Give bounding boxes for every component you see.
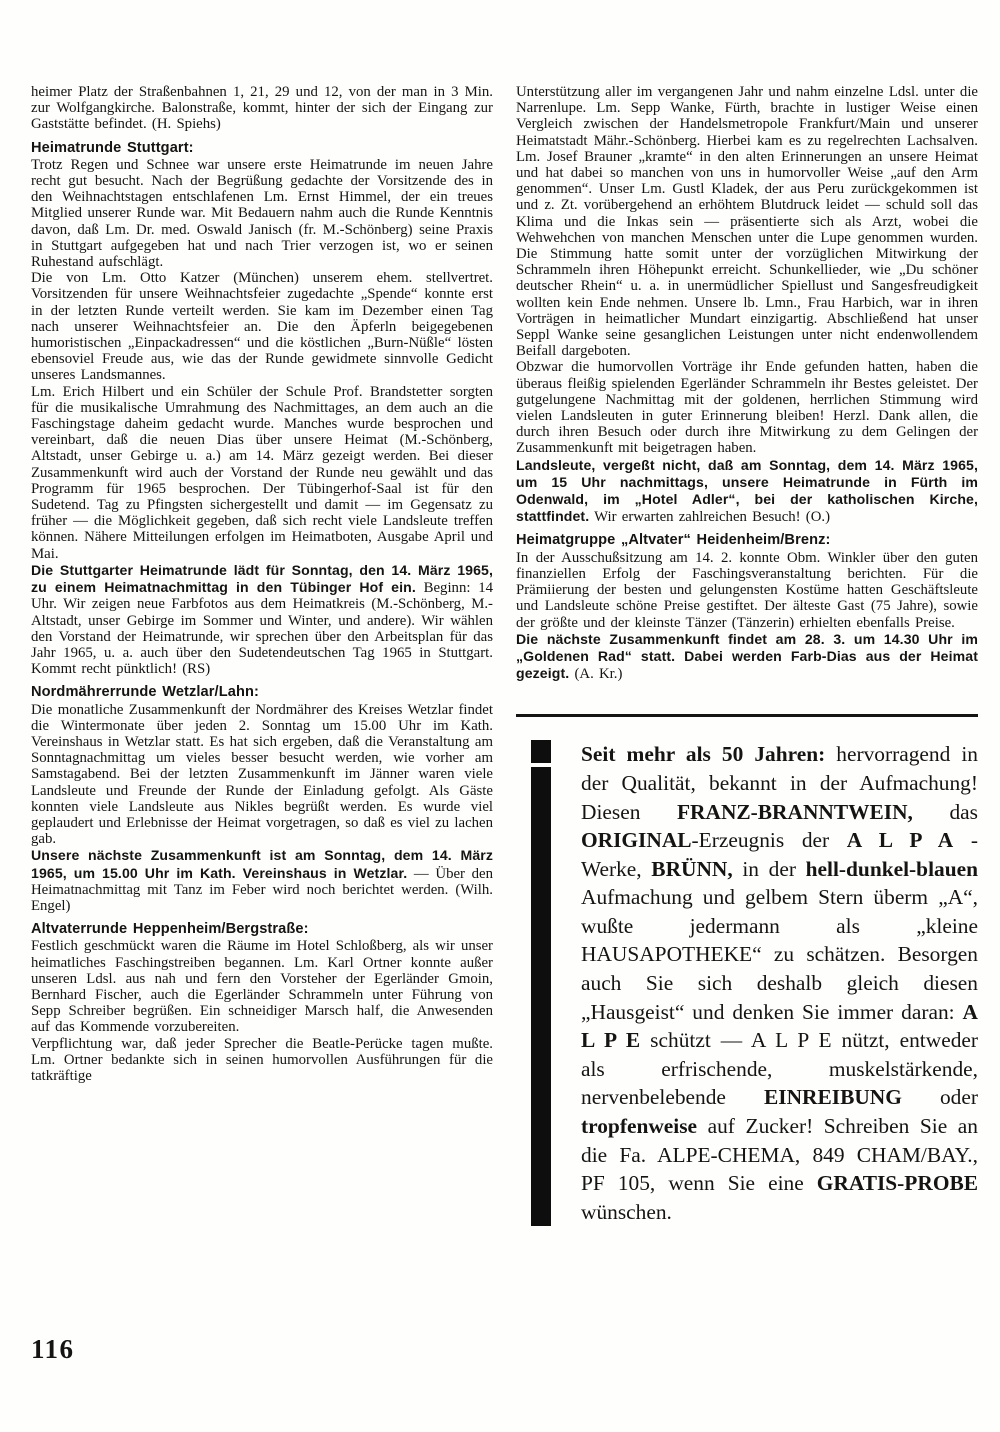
bold-text-run: tropfenweise <box>581 1114 698 1139</box>
ad-box <box>516 740 978 1226</box>
paragraph <box>516 457 978 526</box>
text-run: das <box>912 799 978 824</box>
text-run: oder <box>901 1085 978 1110</box>
text-run: schützt — A L P E nützt, entweder als erfrischende, muskelstärkende, nervenbelebende <box>581 1028 979 1110</box>
text-run: Trotz Regen und Schnee war unsere erste Heimatrunde im neuen Jahre recht gut besucht. Nach der Begrüßung gedachte der Vorsitzende des in den Weihnachtstagen entschlafenen Lm. Ernst Himmel, der ein treues Mitglied unserer Runde war. Mit Bedauern nahm auch die Runde Kenntnis davon, daß Lm. Dr. med. Oswald Janisch (fr. M.-Schönberg) seine Praxis in Stuttgart aufgegeben hat und nach Trier verzogen ist, wo er seinen Ruhestand aufschlägt. <box>31 156 493 271</box>
ad-accent-bar-segment <box>531 740 551 763</box>
paragraph <box>516 631 978 683</box>
paragraph <box>31 84 493 133</box>
bold-text-run: Die nächste Zusammenkunft findet am 28. 3. um 14.30 Uhr im „Goldenen Rad“ statt. Dabei werden Farb-Dias aus der Heimat gezeigt. <box>516 630 978 682</box>
bold-text-run: FRANZ-BRANNTWEIN, <box>676 799 913 824</box>
bold-text-run: Unsere nächste Zusammenkunft ist am Sonntag, dem 14. März 1965, um 15.00 Uhr im Kath. Vereinshaus in Wetzlar. <box>31 847 493 881</box>
left-column <box>31 84 493 1084</box>
section-heading: Heimatgruppe „Altvater“ Heidenheim/Brenz: <box>516 532 831 549</box>
bold-text-run: BRÜNN, <box>651 856 733 881</box>
ad-text <box>581 740 978 1226</box>
paragraph <box>31 270 493 383</box>
ad-accent-bar-segment <box>531 767 551 1226</box>
text-run: wünschen. <box>581 1199 672 1224</box>
text-run: Unterstützung aller im vergangenen Jahr und nahm einzelne Ldsl. unter die Narrenlupe. Lm. Sepp Wanke, Fürth, brachte in lustiger Weise einen Vergleich zwischen der Handelsmetropole Frankfurt/Main und unserer Heimatstadt Mähr.-Schönberg. Hierbei kam es zu regelrechten Lachsalven. Lm. Josef Brauner „kramte“ in den alten Erinnerungen an unsere Heimat und hat dabei so manchen von uns in humorvoller Weise „auf den Arm genommen“. Unser Lm. Gustl Kladek, der aus Peru zurückgekommen ist und z. Zt. vorübergehend an erhöhtem Blutdruck leidet — schuld soll das Klima und die Inkas sein — präsentierte sich als Arzt, wobei die Wehwehchen von manchen Menschen unter die Lupe genommen wurden. Die Stimmung hatte somit unter der vorzüglichen Mitwirkung der Schrammeln ihren Höhepunkt erreicht. Schunkellieder, wie „Du schöner deutscher Rhein“ u. a. in unermüdlicher Spiellust und Sangesfreudigkeit wollten kein Ende nehmen. Unsere lb. Lmn., Frau Harbich, war in ihren Vorträgen in heimatlicher Mundart einzigartig. Abschließend hat unser Seppl Wanke seine gesanglichen Leistungen unter nicht endenwollendem Beifall dargeboten. <box>516 84 978 360</box>
ad-accent-bar <box>531 740 551 1226</box>
text-run: hervorragend in der Qualität, bekannt in der Aufmachung! Diesen <box>581 742 978 824</box>
text-run: Obzwar die humorvollen Vorträge ihr Ende gefunden hatten, haben die überaus fleißig spielenden Egerländer Schrammeln ihr Bestes geleistet. Der gutgelungene Nachmittag mit der goldenen, herrlichen Stimmung wird vielen Landsleuten in guter Erinnerung bleiben! Herzl. Dank allen, die durch ihren Besuch oder durch ihre Mitwirkung zu dem Gelingen der Zusammenkunft mit beigetragen haben. <box>516 359 978 457</box>
bold-text-run: Die Stuttgarter Heimatrunde lädt für Sonntag, den 14. März 1965, zu einem Heimatnachmittag in den Tübinger Hof ein. <box>31 561 493 596</box>
text-run: heimer Platz der Straßenbahnen 1, 21, 29 und 12, von der man in 3 Min. zur Wolfgangkirche. Balonstraße, kommt, hinter der sich der Eingang zur Gaststätte befindet. (H. Spiehs) <box>31 84 493 133</box>
paragraph <box>516 550 978 631</box>
text-run: In der Ausschußsitzung am 14. 2. konnte Obm. Winkler über den guten finanziellen Erfolg der Faschingsveranstaltung berichten. Für die Prämiierung der besten und gelungensten Kostüme hatten Geschäftsleute und Landsleute schöne Preise gestiftet. Der älteste Gast (75 Jahre), sowie der größte und der kleinste Tänzer (Tänzerin) erhielten ebenfalls Preise. <box>516 549 978 631</box>
paragraph <box>31 938 493 1035</box>
bold-text-run: Seit mehr als 50 Jahren: <box>581 742 826 767</box>
text-run: Aufmachung und gelbem Stern überm „A“, wußte jedermann als „kleine HAUSAPOTHEKE“ zu schätzen. Besorgen auch Sie sich deshalb gleich diesen „Hausgeist“ und denken Sie immer daran: <box>581 885 978 1024</box>
bold-text-run: EINREIBUNG <box>764 1085 902 1110</box>
paragraph <box>31 702 493 848</box>
paragraph <box>31 562 493 677</box>
text-run: in der <box>732 856 806 881</box>
bold-text-run: Landsleute, vergeßt nicht, daß am Sonntag, dem 14. März 1965, um 15 Uhr nachmittags, unsere Heimatrunde in Fürth im Odenwald, im „Hotel Adler“, bei der katholischen Kirche, stattfindet. <box>516 456 978 525</box>
text-run: Lm. Erich Hilbert und ein Schüler der Schule Prof. Brandstetter sorgten für die musikalische Umrahmung des Nachmittages, an dem auch an die Faschingstage daheim gedacht wurde. Manches wurde besprochen und vereinbart, daß die neuen Dias über unsere Heimat (M.-Schönberg, Altstadt, unser Gebirge u. a.) am 14. März gezeigt werden. Bei dieser Zusammenkunft wird auch der Vorstand der Runde neu gewählt und das Programm für 1965 besprochen. Der Tübingerhof-Saal ist für den Sudetend. Tag zu Pfingsten sichergestellt und damit — im Gegensatz zu früher — die Möglichkeit gegeben, daß sich recht viele Landsleute treffen können. Nähere Mitteilungen erfolgen im Heimatboten, Ausgabe April und Mai. <box>31 383 493 562</box>
text-run: Die monatliche Zusammenkunft der Nordmährer des Kreises Wetzlar findet die Wintermonate über jeden 2. Sonntag um 15.00 Uhr im Kath. Vereinshaus in Wetzlar statt. Es hat sich ergeben, daß die Veranstaltung am Sonntagnachmittag um vieles besser besucht werden, wie vorher am Samstagabend. Bei der letzten Zusammenkunft im Jänner waren viele Landsleute und Freunde der Runde der Einladung gefolgt. Als Gäste konnten viele Landsleute aus Nikles begrüßt werden. Es wurde viel geplaudert und Erlebnisse der Heimat vorgetragen, so daß es viel zu lachen gab. <box>31 701 493 848</box>
ad-divider-rule <box>516 714 978 717</box>
bold-text-run: GRATIS-PROBE <box>816 1171 978 1196</box>
bold-text-run: ORIGINAL <box>581 828 692 853</box>
paragraph <box>31 847 493 914</box>
paragraph <box>516 359 978 456</box>
section-heading: Heimatrunde Stuttgart: <box>31 139 194 156</box>
paragraph <box>31 157 493 270</box>
section-heading: Nordmährerrunde Wetzlar/Lahn: <box>31 684 259 701</box>
section-heading: Altvaterrunde Heppenheim/Bergstraße: <box>31 921 309 938</box>
text-run: (A. Kr.) <box>569 666 623 683</box>
text-run: Beginn: 14 Uhr. Wir zeigen neue Farbfotos aus dem Heimatkreis (M.-Schönberg, M.-Altstadt, unser Gebirge im Sommer und Winter, und andere). Wir wählen den Vorstand der Heimatrunde, wir sprechen über den Arbeitsplan für das Jahr 1965, u. a. auch über den Sudetendeutschen Tag 1965 in Stuttgart. Kommt recht pünktlich! (RS) <box>31 580 494 678</box>
text-run: Verpflichtung war, daß jeder Sprecher die Beatle-Perücke tagen mußte. Lm. Ortner bedankte sich in seinen humorvollen Ausführungen für die tatkräftige <box>31 1035 493 1084</box>
text-run: -Erzeugnis der <box>691 828 847 853</box>
text-run: auf Zucker! Schreiben Sie an die Fa. ALPE-CHEMA, 849 CHAM/BAY., PF 105, wenn Sie eine <box>581 1114 978 1196</box>
text-run: Wir erwarten zahlreichen Besuch! (O.) <box>589 509 831 526</box>
right-column-text <box>516 84 978 682</box>
right-column <box>516 84 978 1226</box>
paragraph <box>31 384 493 562</box>
bold-text-run: A L P A <box>846 828 954 853</box>
page-number: 116 <box>31 1334 75 1364</box>
bold-text-run: hell-dunkel-blauen <box>805 856 978 881</box>
text-run: - Werke, <box>581 828 978 881</box>
text-run: Festlich geschmückt waren die Räume im Hotel Schloßberg, als wir unser heimatliches Faschingstreiben begannen. Lm. Karl Ortner konnte außer unseren Ldsl. aus nah und fern den Vorsteher der Egerländer Gmoin, Bernhard Fischer, auch die Egerländer Schrammeln unter Führung von Sepp Schreiber begrüßen. Ein schneidiger Marsch half, die Anwesenden auf das Kommende vorzubereiten. <box>31 938 493 1036</box>
text-run: Die von Lm. Otto Katzer (München) unserem ehem. stellvertret. Vorsitzenden für unsere Weihnachtsfeier zugedachte „Spende“ konnte erst in der letzten Runde verteilt werden. Sie kam im Dezember einen Tag nach unserer Weihnachtsfeier an. Die den Äpferln beigegebenen humoristischen „Einpackadressen“ und die köstlichen „Burn-Nüßle“ lösten ebensoviel Freude aus, wie das der Runde gewidmete sinnvolle Gedicht unseres Landsmannes. <box>31 270 493 384</box>
bold-text-run: A L P E <box>581 999 978 1053</box>
paragraph <box>31 1036 493 1085</box>
text-run: — Über den Heimatnachmittag mit Tanz im Feber wird noch berichtet werden. (Wilh. Engel) <box>31 865 493 914</box>
paragraph <box>516 84 978 359</box>
